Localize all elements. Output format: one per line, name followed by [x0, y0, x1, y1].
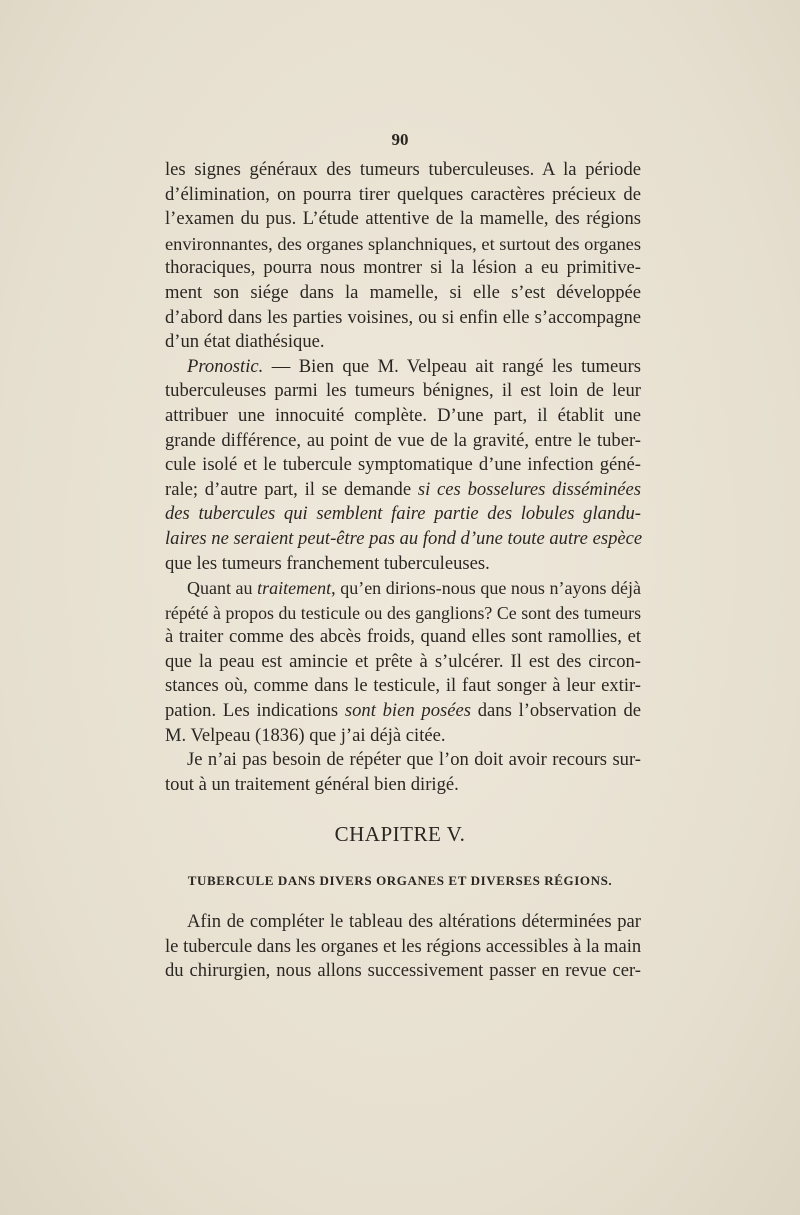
text-line: d’abord dans les parties voisines, ou si enfin elle s’accompagne — [165, 306, 641, 328]
text-line: M. Velpeau (1836) que j’ai déjà citée. — [165, 724, 446, 746]
text-line: tout à un traitement général bien dirigé. — [165, 773, 459, 795]
italic-quote: laires ne seraient peut-être pas au fond d’une toute autre espèce — [165, 527, 643, 549]
text-line: grande différence, au point de vue de la gravité, entre le tuber- — [165, 429, 641, 451]
text-line: que la peau est amincie et prête à s’ulcérer. Il est des circon- — [165, 650, 641, 672]
section-heading: TUBERCULE DANS DIVERS ORGANES ET DIVERSES RÉGIONS. — [187, 873, 613, 888]
text-line: thoraciques, pourra nous montrer si la lésion a eu primitive- — [165, 257, 641, 279]
text-line: Je n’ai pas besoin de répéter que l’on doit avoir recours sur- — [187, 749, 641, 771]
text-line: répété à propos du testicule ou des ganglions? Ce sont des tumeurs — [165, 602, 641, 623]
text-line: d’un état diathésique. — [165, 331, 325, 353]
text-line: du chirurgien, nous allons successivement passer en revue cer- — [165, 960, 641, 982]
text-fragment: Quant au — [187, 578, 258, 599]
italic-term: traitement — [257, 578, 332, 599]
text-line: à traiter comme des abcès froids, quand elles sont ramollies, et — [165, 626, 641, 648]
text-line: Afin de compléter le tableau des altérations déterminées par — [187, 911, 641, 932]
text-line: l’examen du pus. L’étude attentive de la mamelle, des régions — [165, 208, 641, 230]
traitement-line — [165, 576, 641, 601]
chapter-heading: CHAPITRE V. — [334, 822, 466, 846]
italic-quote: des tubercules qui semblent faire partie des lobules glandu- — [165, 503, 641, 525]
text-fragment: rale; d’autre part, il se demande — [165, 478, 418, 500]
text-line: que les tumeurs franchement tuberculeuses. — [165, 552, 490, 574]
text-line: stances où, comme dans le testicule, il faut songer à leur extir- — [165, 675, 641, 697]
page-number: 90 — [391, 130, 409, 149]
text-line: les signes généraux des tumeurs tuberculeuses. A la période — [165, 159, 641, 180]
chapter-text — [165, 910, 641, 984]
italic-term: sont bien posées — [344, 700, 471, 722]
text-fragment: dans l’observation de — [470, 700, 641, 722]
text-line: le tubercule dans les organes et les régions accessibles à la main — [165, 935, 642, 957]
text-line: tuberculeuses parmi les tumeurs bénignes, il est loin de leur — [165, 380, 641, 402]
text-line: environnantes, des organes splanchniques, et surtout des organes — [165, 233, 641, 254]
text-line — [165, 502, 641, 527]
text-line: ment son siége dans la mamelle, si elle s’est développée — [165, 281, 641, 303]
pronostic-label: Pronostic. — [187, 355, 264, 377]
text-line — [165, 527, 641, 552]
text-line — [165, 478, 641, 503]
text-line: attribuer une innocuité complète. D’une part, il établit une — [165, 404, 641, 426]
pronostic-line — [165, 355, 641, 380]
text-fragment: — Bien que M. Velpeau ait rangé les tumeurs — [263, 355, 641, 377]
text-line: cule isolé et le tubercule symptomatique d’une infection géné- — [165, 454, 641, 476]
main-text — [165, 158, 641, 797]
text-line — [165, 699, 641, 724]
italic-quote: si ces bosselures disséminées — [417, 478, 641, 500]
text-fragment: , qu’en dirions-nous que nous n’ayons déjà — [331, 578, 641, 599]
text-line: d’élimination, on pourra tirer quelques caractères précieux de — [165, 183, 641, 205]
text-fragment: pation. Les indications — [165, 700, 345, 722]
